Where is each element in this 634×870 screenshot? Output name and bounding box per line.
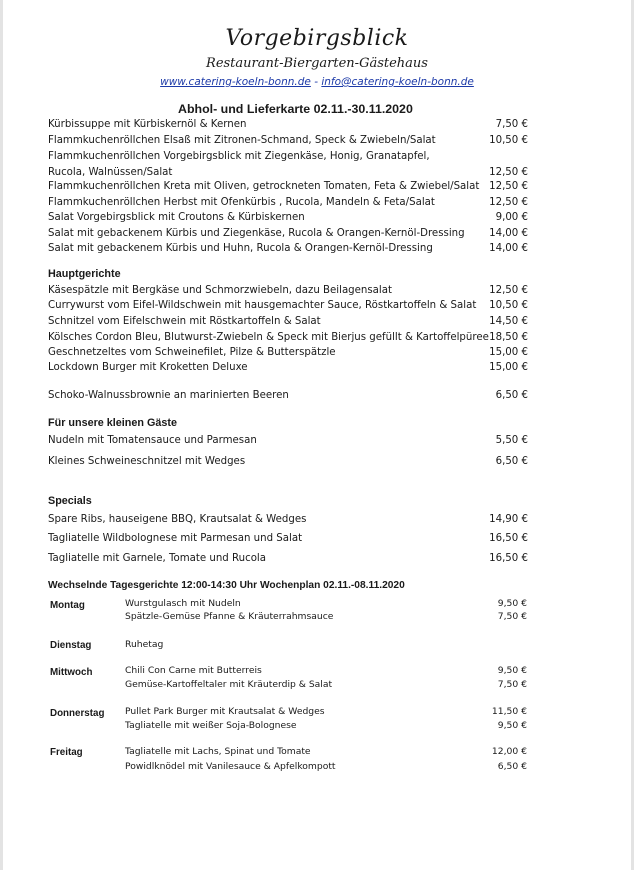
menu-item: [48, 210, 528, 226]
item-name: Salat Vorgebirgsblick mit Croutons & Kürbiskernen: [48, 212, 305, 223]
item-price: 9,50 €: [497, 720, 527, 731]
item-name: Rucola, Walnüssen/Salat: [48, 167, 173, 178]
daily-item: [125, 677, 527, 692]
item-name: Tagliatelle Wildbolognese mit Parmesan und Salat: [48, 533, 303, 544]
menu-item: [48, 298, 528, 314]
restaurant-subtitle: Restaurant-Biergarten-Gästehaus: [206, 56, 428, 71]
menu-item: [48, 133, 528, 149]
item-name: Flammkuchenröllchen Kreta mit Oliven, getrockneten Tomaten, Feta & Zwiebel/Salat: [48, 181, 480, 192]
item-name: Tagliatelle mit weißer Soja-Bolognese: [125, 720, 297, 731]
item-price: 12,50 €: [489, 167, 528, 178]
item-price: 15,00 €: [489, 347, 528, 358]
website-link[interactable]: www.catering-koeln-bonn.de: [160, 76, 311, 88]
item-price: 5,50 €: [495, 435, 528, 446]
item-price: 6,50 €: [495, 456, 528, 467]
day-label: Freitag: [50, 747, 83, 758]
item-name: Gemüse-Kartoffeltaler mit Kräuterdip & Salat: [125, 679, 333, 690]
item-name: Flammkuchenröllchen Elsaß mit Zitronen-Schmand, Speck & Zwiebeln/Salat: [48, 135, 436, 146]
item-price: 7,50 €: [497, 611, 527, 622]
item-name: Currywurst vom Eifel-Wildschwein mit hausgemachter Sauce, Röstkartoffeln & Salat: [48, 300, 477, 311]
day-label: Montag: [50, 600, 85, 611]
item-name: Spare Ribs, hauseigene BBQ, Krautsalat & Wedges: [48, 514, 307, 525]
menu-item: [48, 551, 528, 567]
menu-item: [48, 314, 528, 330]
item-name: Spätzle-Gemüse Pfanne & Kräuterrahmsauce: [125, 611, 334, 622]
daily-item: [125, 744, 527, 759]
item-price: 7,50 €: [497, 679, 527, 690]
link-separator: -: [310, 76, 322, 88]
item-price: 15,00 €: [489, 362, 528, 373]
menu-item: [48, 283, 528, 299]
kids-heading: Für unsere kleinen Gäste: [48, 417, 178, 429]
menu-item: [48, 149, 528, 165]
item-price: 9,50 €: [497, 665, 527, 676]
item-price: 14,00 €: [489, 243, 528, 254]
menu-item: [48, 454, 528, 470]
item-name: Käsespätzle mit Bergkäse und Schmorzwiebeln, dazu Beilagensalat: [48, 285, 392, 296]
menu-item: [48, 117, 528, 133]
daily-item: [125, 704, 527, 719]
item-price: 14,50 €: [489, 316, 528, 327]
item-price: 6,50 €: [497, 761, 527, 772]
item-name: Nudeln mit Tomatensauce und Parmesan: [48, 435, 257, 446]
weekly-plan-heading: Wechselnde Tagesgerichte 12:00-14:30 Uhr Wochenplan 02.11.-08.11.2020: [48, 580, 405, 591]
item-name: Flammkuchenröllchen Vorgebirgsblick mit Ziegenkäse, Honig, Granatapfel,: [48, 151, 430, 162]
item-name: Kleines Schweineschnitzel mit Wedges: [48, 456, 246, 467]
day-label: Mittwoch: [50, 667, 93, 678]
menu-item: [48, 330, 528, 346]
item-name: Pullet Park Burger mit Krautsalat & Wedges: [125, 706, 325, 717]
day-label: Dienstag: [50, 640, 92, 651]
item-price: 14,90 €: [489, 514, 528, 525]
item-name: Salat mit gebackenem Kürbis und Huhn, Rucola & Orangen-Kernöl-Dressing: [48, 243, 433, 254]
dessert-item: [48, 388, 528, 404]
item-name: Schnitzel vom Eifelschwein mit Röstkartoffeln & Salat: [48, 316, 321, 327]
item-price: 9,50 €: [497, 598, 527, 609]
item-name: Wurstgulasch mit Nudeln: [125, 598, 241, 609]
restaurant-name: Vorgebirgsblick: [225, 26, 409, 51]
mains-heading: Hauptgerichte: [48, 268, 121, 280]
item-price: 16,50 €: [489, 553, 528, 564]
item-name: Ruhetag: [125, 639, 164, 650]
contact-links: [0, 76, 634, 88]
item-price: 9,00 €: [495, 212, 528, 223]
item-name: Salat mit gebackenem Kürbis und Ziegenkäse, Rucola & Orangen-Kernöl-Dressing: [48, 228, 465, 239]
menu-item: [48, 531, 528, 547]
item-price: 11,50 €: [491, 706, 527, 717]
email-link[interactable]: info@catering-koeln-bonn.de: [321, 76, 474, 88]
item-name: Flammkuchenröllchen Herbst mit Ofenkürbis , Rucola, Mandeln & Feta/Salat: [48, 197, 435, 208]
item-name: Kürbissuppe mit Kürbiskernöl & Kernen: [48, 119, 247, 130]
item-name: Powidlknödel mit Vanilesauce & Apfelkompott: [125, 761, 336, 772]
menu-item: [48, 179, 528, 195]
item-name: Schoko-Walnussbrownie an marinierten Beeren: [48, 390, 289, 401]
specials-heading: Specials: [48, 495, 92, 507]
daily-item: [125, 663, 527, 678]
menu-item: [48, 433, 528, 449]
daily-item: [125, 609, 527, 624]
item-price: 12,00 €: [491, 746, 527, 757]
menu-item: [48, 360, 528, 376]
item-price: 16,50 €: [489, 533, 528, 544]
item-price: 12,50 €: [489, 197, 528, 208]
menu-item: [48, 512, 528, 528]
daily-item: [125, 637, 527, 652]
day-label: Donnerstag: [50, 708, 105, 719]
item-price: 6,50 €: [495, 390, 528, 401]
item-name: Lockdown Burger mit Kroketten Deluxe: [48, 362, 248, 373]
item-name: Chili Con Carne mit Butterreis: [125, 665, 262, 676]
menu-item: [48, 241, 528, 257]
item-price: 7,50 €: [495, 119, 528, 130]
item-price: 18,50 €: [489, 332, 528, 343]
menu-item: [48, 345, 528, 361]
daily-item: [125, 718, 527, 733]
scan-edge-left: [0, 0, 3, 870]
item-name: Kölsches Cordon Bleu, Blutwurst-Zwiebeln & Speck mit Bierjus gefüllt & Kartoffelpüree: [48, 332, 489, 343]
item-name: Tagliatelle mit Garnele, Tomate und Rucola: [48, 553, 267, 564]
menu-item: [48, 226, 528, 242]
item-price: 12,50 €: [489, 285, 528, 296]
item-name: Geschnetzeltes vom Schweinefilet, Pilze & Butterspätzle: [48, 347, 336, 358]
item-name: Tagliatelle mit Lachs, Spinat und Tomate: [125, 746, 311, 757]
daily-item: [125, 759, 527, 774]
item-price: 12,50 €: [489, 181, 528, 192]
item-price: 10,50 €: [489, 300, 528, 311]
item-price: 10,50 €: [489, 135, 528, 146]
menu-title: Abhol- und Lieferkarte 02.11.-30.11.2020: [178, 102, 413, 116]
item-price: 14,00 €: [489, 228, 528, 239]
menu-item: [48, 195, 528, 211]
